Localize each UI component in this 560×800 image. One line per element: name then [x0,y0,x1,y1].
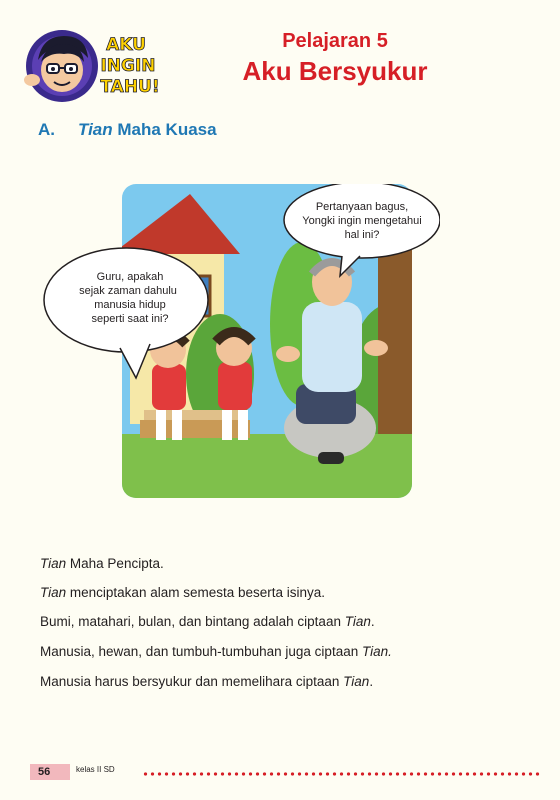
paragraph-4-italic: Tian. [361,644,392,659]
logo-line-tahu: TAHU! [100,77,160,97]
logo-line-ingin: INGIN [100,56,156,76]
bubble-right-line-1: Pertanyaan bagus, [315,201,409,213]
class-label: kelas II SD [76,765,115,774]
paragraph-5-post: . [369,674,374,689]
paragraph-5-italic: Tian [343,674,370,689]
bubble-right-line-2: Yongki ingin mengetahui [302,215,422,227]
bubble-left-line-1: Guru, apakah [96,271,164,283]
lesson-title: Aku Bersyukur [242,56,428,86]
paragraph-2-italic: Tian [40,585,67,600]
logo-line-aku: AKU [106,35,146,55]
paragraph-1 [40,556,164,571]
paragraph-4 [40,644,392,659]
paragraph-4-pre: Manusia, hewan, dan tumbuh-tumbuhan juga ciptaan [40,644,362,659]
section-title-italic: Tian [78,120,113,139]
paragraph-5 [40,674,373,689]
footer-dotted-line [142,772,542,776]
lesson-number: Pelajaran 5 [282,30,388,52]
page-number: 56 [30,764,70,780]
paragraph-2-post: menciptakan alam semesta beserta isinya. [66,585,326,600]
paragraph-2 [40,585,325,600]
paragraph-3-pre: Bumi, matahari, bulan, dan bintang adalah ciptaan [40,614,345,629]
paragraph-3-post: . [370,614,375,629]
section-letter: A. [38,120,55,139]
aku-ingin-tahu-logo [22,22,164,108]
paragraph-5-pre: Manusia harus bersyukur dan memelihara ciptaan [40,674,344,689]
bubble-left-line-2: sejak zaman dahulu [79,285,177,297]
paragraph-3 [40,614,375,629]
bubble-left-line-4: seperti saat ini? [91,313,169,325]
teacher-students-illustration [40,184,440,500]
paragraph-1-post: Maha Pencipta. [66,556,164,571]
section-title-rest: Maha Kuasa [112,120,217,139]
paragraph-1-italic: Tian [40,556,67,571]
paragraph-3-italic: Tian [344,614,371,629]
section-heading [38,120,217,140]
bubble-left-line-3: manusia hidup [94,299,166,311]
bubble-right-line-3: hal ini? [344,229,380,241]
